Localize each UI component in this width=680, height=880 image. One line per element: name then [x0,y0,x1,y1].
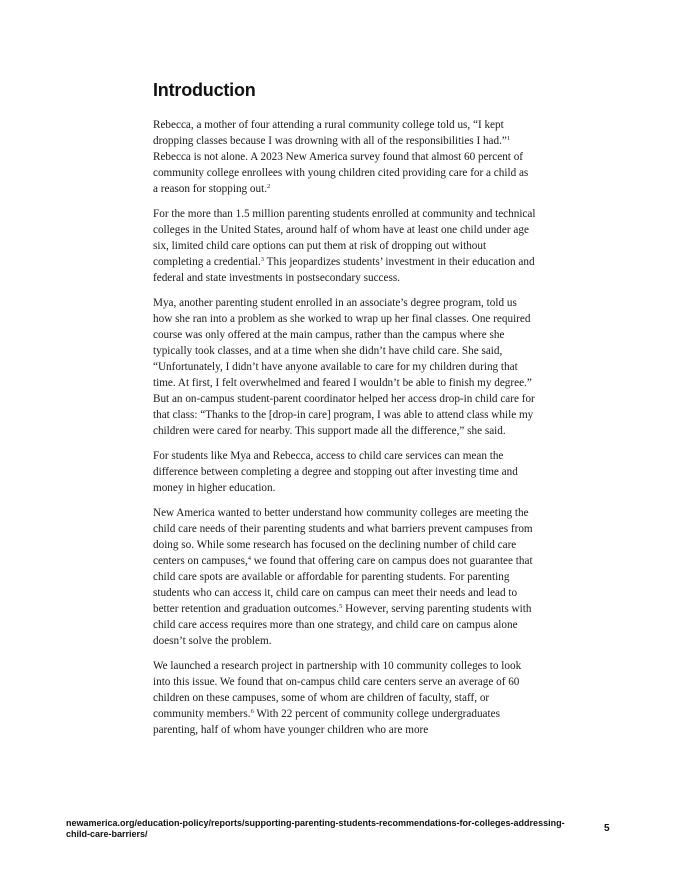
text-run: New America wanted to better understand how community colleges are meeting the child care needs of their parenting students and what barriers prevent campuses from doing so. While some research has focused on the declining number of child care centers on campuses, [153,507,533,567]
text-run: Rebecca is not alone. A 2023 New America survey found that almost 60 percent of community college enrollees with young children cited providing care for a child as a reason for stopping out. [153,151,529,195]
footnote-marker[interactable]: 6 [250,708,254,715]
text-run: Rebecca, a mother of four attending a rural community college told us, “I kept dropping classes because I was drowning with all of the responsibilities I had.” [153,119,507,147]
footnote-marker[interactable]: 1 [506,135,511,142]
paragraph [153,658,536,738]
text-run: With 22 percent of community college undergraduates parenting, half of whom have younger children who are more [153,708,500,736]
text-run: This jeopardizes students’ investment in their education and federal and state investments in postsecondary success. [153,256,535,284]
text-run: We launched a research project in partnership with 10 community colleges to look into this issue. We found that on-campus child care centers serve an average of 60 children on these campuses, some of whom are children of faculty, staff, or community members. [153,660,522,720]
text-run: we found that offering care on campus does not guarantee that child care spots are available or affordable for parenting students. For parenting students who can access it, child care on campus can meet their needs and lead to better retention and graduation outcomes. [153,555,533,615]
footer-url: newamerica.org/education-policy/reports/supporting-parenting-students-recommendations-for-colleges-addressing-child-care-barriers/ [66,818,565,839]
text-run: Mya, another parenting student enrolled in an associate’s degree program, told us how she ran into a problem as she worked to wrap up her final classes. One required course was only offered at the main campus, rather than the campus where she typically took classes, and at a time when she didn’t have child care. She said, “Unfortunately, I didn’t have anyone available to care for my children during that time. At first, I felt overwhelmed and feared I wouldn’t be able to finish my degree.” But an on-campus student-parent coordinator helped her access drop-in child care for that class: “Thanks to the [drop-in care] program, I was able to attend class while my children were cared for nearby. This support made all the difference,” she said. [153,297,535,437]
text-run: For students like Mya and Rebecca, access to child care services can mean the difference between completing a degree and stopping out after investing time and money in higher education. [153,450,518,494]
paragraph [153,505,536,649]
paragraph [153,206,536,286]
text-run: For the more than 1.5 million parenting students enrolled at community and technical colleges in the United States, around half of whom have at least one child under age six, limited child care options can put them at risk of dropping out without completing a credential. [153,208,536,268]
footnote-marker[interactable]: 3 [260,256,265,263]
footnote-marker[interactable]: 2 [267,183,271,190]
section-heading: Introduction [153,80,256,100]
page-number: 5 [604,823,610,834]
footnote-marker[interactable]: 4 [247,555,251,562]
text-run: However, serving parenting students with child care access requires more than one strategy, and child care on campus alone doesn’t solve the problem. [153,603,532,647]
paragraph [153,117,536,197]
footnote-marker[interactable]: 5 [339,603,343,610]
paragraph [153,295,536,439]
paragraph [153,448,536,496]
body-text [153,117,536,747]
